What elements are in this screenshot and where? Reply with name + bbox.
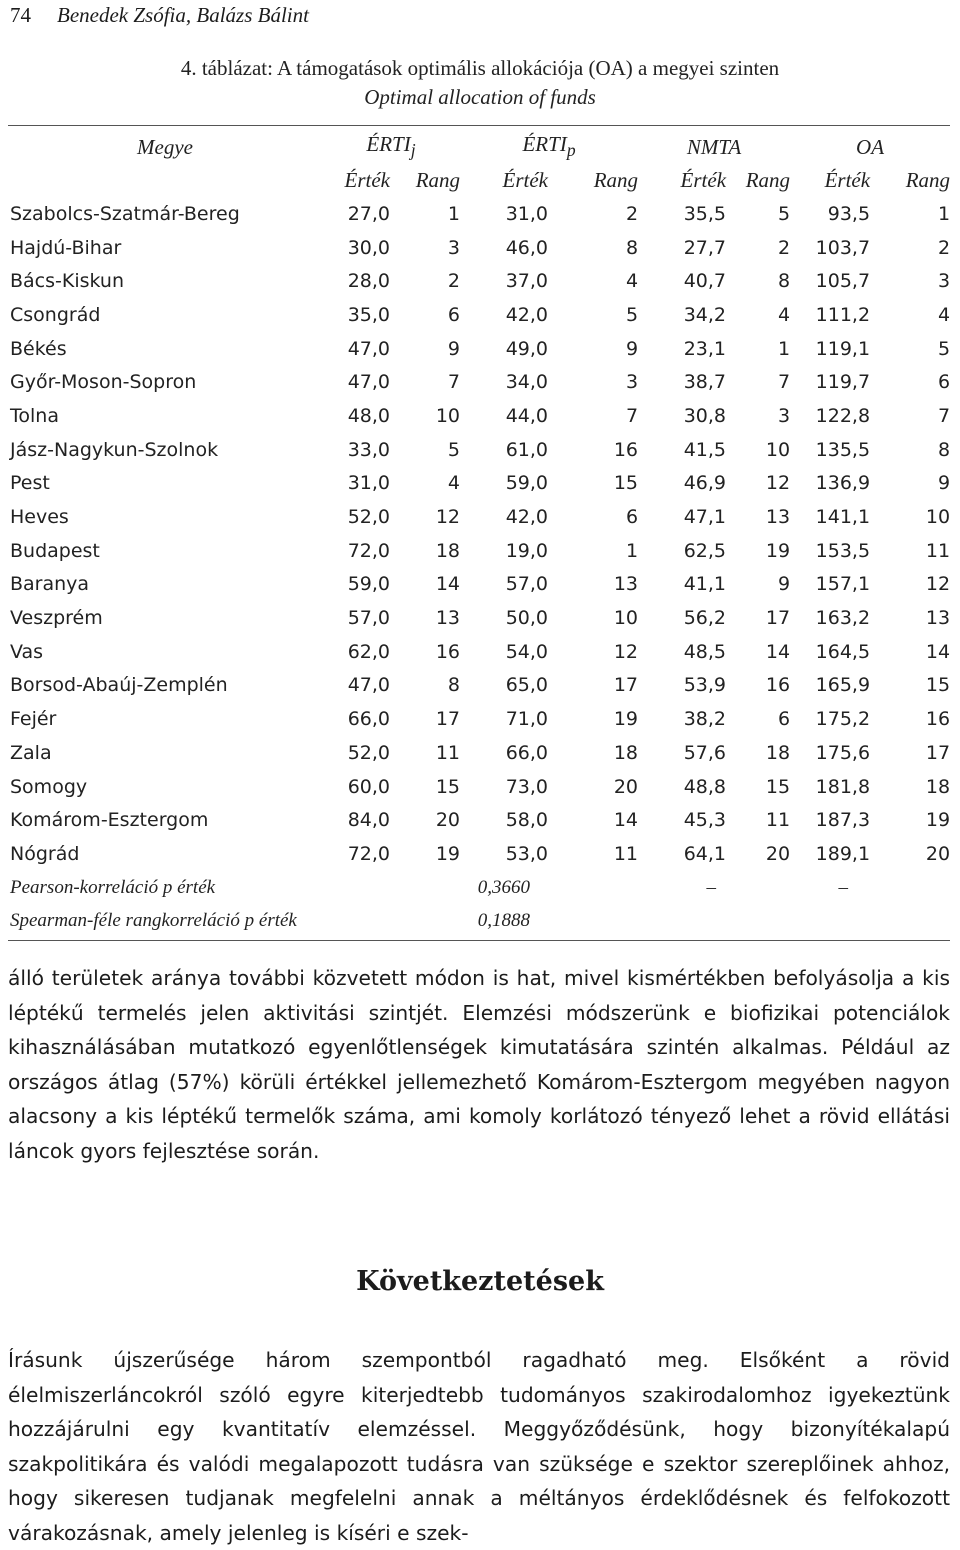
subheader-cell: Érték [344, 167, 390, 192]
value-cell: 4 [937, 303, 951, 326]
value-cell: 6 [777, 708, 791, 731]
body-paragraph: Írásunk újszerűsége három szempontból ragadható meg. Elsőként a rövid élelmiszerláncokról szóló egyre kiterjedtebb tudományos szakirodalomhoz igyekeztünk hozzájárulni egy kvantitatív elemzéssel. Meggyőződésünk, hogy bizonyítékalapú szakpolitikára és valódi megalapozott tudásra van szüksége e szektor szereplőinek ahhoz, hogy sikeresen tudjanak megfelelni annak a méltányos érdeklődésnek és felfokozott várakozásnak, amely jelenleg is kíséri e szek- [8, 1348, 950, 1545]
value-cell: 5 [625, 303, 639, 326]
value-cell: 41,5 [683, 438, 727, 461]
table-body [8, 197, 950, 871]
value-cell: 13 [435, 607, 461, 630]
value-cell: 48,5 [683, 640, 727, 663]
value-cell: 18 [435, 539, 461, 562]
value-cell: 20 [765, 842, 791, 865]
header-erti-p-label: ÉRTI [522, 132, 567, 157]
value-cell: 2 [937, 236, 951, 259]
value-cell: 181,8 [815, 775, 871, 798]
value-cell: 119,7 [815, 371, 871, 394]
value-cell: 157,1 [815, 573, 871, 596]
table-row [8, 231, 950, 265]
value-cell: 6 [447, 303, 461, 326]
county-name-cell: Vas [10, 640, 44, 663]
table-row [8, 399, 950, 433]
page-number: 74 [10, 3, 31, 27]
value-cell: 11 [765, 809, 791, 832]
county-name-cell: Baranya [10, 573, 90, 596]
value-cell: 135,5 [815, 438, 871, 461]
value-cell: 18 [925, 775, 951, 798]
value-cell: 62,0 [347, 640, 390, 663]
value-cell: 19 [435, 842, 461, 865]
value-cell: 41,1 [683, 573, 727, 596]
table-row [8, 803, 950, 837]
value-cell: 14 [925, 640, 951, 663]
value-cell: 1 [937, 202, 951, 225]
spearman-value: 0,1888 [477, 910, 531, 932]
value-cell: 38,7 [683, 371, 727, 394]
value-cell: 9 [447, 337, 461, 360]
value-cell: 84,0 [347, 809, 390, 832]
value-cell: 49,0 [505, 337, 549, 360]
value-cell: 23,1 [683, 337, 727, 360]
pearson-value: 0,3660 [477, 876, 531, 898]
value-cell: 8 [625, 236, 639, 259]
value-cell: 17 [765, 607, 791, 630]
value-cell: 3 [937, 270, 951, 293]
value-cell: 105,7 [815, 270, 871, 293]
spearman-row [8, 904, 950, 938]
value-cell: 10 [613, 607, 639, 630]
value-cell: 48,8 [683, 775, 727, 798]
value-cell: 30,0 [347, 236, 390, 259]
value-cell: 4 [447, 472, 461, 495]
value-cell: 9 [625, 337, 639, 360]
table-row [8, 332, 950, 366]
value-cell: 47,0 [347, 674, 390, 697]
value-cell: 13 [613, 573, 639, 596]
value-cell: 14 [613, 809, 639, 832]
value-cell: 54,0 [505, 640, 549, 663]
value-cell: 119,1 [815, 337, 871, 360]
value-cell: 11 [435, 741, 461, 764]
value-cell: 7 [447, 371, 461, 394]
value-cell: 37,0 [505, 270, 549, 293]
county-name-cell: Tolna [10, 404, 59, 427]
value-cell: 3 [447, 236, 461, 259]
table-row [8, 534, 950, 568]
table-caption-subtitle: Optimal allocation of funds [364, 85, 596, 109]
value-cell: 64,1 [683, 842, 727, 865]
value-cell: 44,0 [505, 404, 549, 427]
value-cell: 1 [447, 202, 461, 225]
value-cell: 10 [435, 404, 461, 427]
value-cell: 17 [435, 708, 461, 731]
value-cell: 9 [937, 472, 951, 495]
table-row [8, 770, 950, 804]
value-cell: 1 [777, 337, 791, 360]
value-cell: 187,3 [815, 809, 871, 832]
value-cell: 16 [925, 708, 951, 731]
value-cell: 5 [447, 438, 461, 461]
county-name-cell: Somogy [10, 775, 88, 798]
header-erti-p [460, 131, 638, 163]
value-cell: 2 [625, 202, 639, 225]
value-cell: 165,9 [815, 674, 871, 697]
value-cell: 34,2 [683, 303, 727, 326]
table-row [8, 736, 950, 770]
table-row [8, 365, 950, 399]
value-cell: 12 [613, 640, 639, 663]
value-cell: 17 [925, 741, 951, 764]
table-row [8, 433, 950, 467]
value-cell: 40,7 [683, 270, 727, 293]
county-name-cell: Heves [10, 506, 69, 529]
value-cell: 72,0 [347, 842, 390, 865]
value-cell: 136,9 [815, 472, 871, 495]
value-cell: 20 [925, 842, 951, 865]
county-name-cell: Győr-Moson-Sopron [10, 371, 197, 394]
value-cell: 7 [625, 404, 639, 427]
running-head-authors: Benedek Zsófia, Balázs Bálint [57, 3, 309, 27]
value-cell: 61,0 [505, 438, 549, 461]
value-cell: 20 [435, 809, 461, 832]
table-group-header-row [8, 131, 950, 163]
value-cell: 34,0 [505, 371, 549, 394]
value-cell: 15 [613, 472, 639, 495]
county-name-cell: Nógrád [10, 842, 80, 865]
value-cell: 6 [625, 506, 639, 529]
value-cell: 48,0 [347, 404, 390, 427]
value-cell: 57,0 [347, 607, 390, 630]
value-cell: 16 [613, 438, 639, 461]
value-cell: 31,0 [347, 472, 390, 495]
value-cell: 4 [625, 270, 639, 293]
value-cell: 15 [925, 674, 951, 697]
value-cell: 52,0 [347, 741, 390, 764]
value-cell: 47,1 [683, 506, 727, 529]
value-cell: 20 [613, 775, 639, 798]
subheader-cell: Rang [593, 167, 639, 192]
county-name-cell: Bács-Kiskun [10, 270, 125, 293]
value-cell: 8 [937, 438, 951, 461]
value-cell: 65,0 [505, 674, 549, 697]
value-cell: 15 [435, 775, 461, 798]
value-cell: 50,0 [505, 607, 549, 630]
header-blank [8, 163, 322, 197]
pearson-label: Pearson-korreláció p érték [10, 876, 216, 898]
value-cell: 13 [765, 506, 791, 529]
value-cell: 175,2 [815, 708, 871, 731]
value-cell: 3 [625, 371, 639, 394]
county-name-cell: Pest [10, 472, 50, 495]
county-name-cell: Csongrád [10, 303, 101, 326]
value-cell: 103,7 [815, 236, 871, 259]
value-cell: 12 [435, 506, 461, 529]
value-cell: 122,8 [815, 404, 871, 427]
value-cell: 13 [925, 607, 951, 630]
subheader-cell: Rang [415, 167, 461, 192]
county-name-cell: Budapest [10, 539, 100, 562]
table-row [8, 669, 950, 703]
value-cell: 62,5 [683, 539, 727, 562]
value-cell: 7 [777, 371, 791, 394]
value-cell: 72,0 [347, 539, 390, 562]
table-row [8, 197, 950, 231]
value-cell: 163,2 [815, 607, 871, 630]
value-cell: 28,0 [347, 270, 390, 293]
value-cell: 6 [937, 371, 951, 394]
value-cell: 9 [777, 573, 791, 596]
subheader-cell: Rang [745, 167, 791, 192]
value-cell: 47,0 [347, 337, 390, 360]
value-cell: 53,0 [505, 842, 549, 865]
value-cell: 57,0 [505, 573, 549, 596]
county-name-cell: Veszprém [10, 607, 103, 630]
subheader-cell: Rang [905, 167, 951, 192]
value-cell: 60,0 [347, 775, 390, 798]
value-cell: 56,2 [683, 607, 727, 630]
value-cell: 111,2 [815, 303, 871, 326]
value-cell: 7 [937, 404, 951, 427]
value-cell: 47,0 [347, 371, 390, 394]
value-cell: 17 [613, 674, 639, 697]
value-cell: 5 [777, 202, 791, 225]
running-head [10, 2, 309, 28]
value-cell: 42,0 [505, 303, 549, 326]
subheader-cell: Érték [824, 167, 871, 192]
value-cell: 59,0 [347, 573, 390, 596]
value-cell: 12 [765, 472, 791, 495]
value-cell: 12 [925, 573, 951, 596]
value-cell: 93,5 [827, 202, 871, 225]
value-cell: 2 [777, 236, 791, 259]
table-top-rule [8, 125, 950, 126]
pearson-row [8, 871, 950, 905]
county-name-cell: Hajdú-Bihar [10, 236, 122, 259]
value-cell: 33,0 [347, 438, 390, 461]
value-cell: 164,5 [815, 640, 871, 663]
county-name-cell: Fejér [10, 708, 57, 731]
header-oa: OA [856, 134, 885, 159]
value-cell: 19 [765, 539, 791, 562]
table-row [8, 601, 950, 635]
allocation-table [8, 131, 950, 938]
value-cell: 59,0 [505, 472, 549, 495]
value-cell: 19 [613, 708, 639, 731]
table-row [8, 467, 950, 501]
table-row [8, 264, 950, 298]
table-row [8, 568, 950, 602]
value-cell: 189,1 [815, 842, 871, 865]
value-cell: 15 [765, 775, 791, 798]
value-cell: 19 [925, 809, 951, 832]
value-cell: 45,3 [683, 809, 727, 832]
pearson-dash-nmta: – [706, 876, 717, 898]
county-name-cell: Békés [10, 337, 67, 360]
value-cell: 53,9 [683, 674, 727, 697]
subheader-cell: Érték [680, 167, 727, 192]
table-bottom-rule [8, 940, 950, 941]
value-cell: 5 [937, 337, 951, 360]
value-cell: 42,0 [505, 506, 549, 529]
county-name-cell: Komárom-Esztergom [10, 809, 209, 832]
value-cell: 73,0 [505, 775, 549, 798]
value-cell: 14 [765, 640, 791, 663]
value-cell: 27,7 [683, 236, 727, 259]
value-cell: 30,8 [683, 404, 727, 427]
table-caption-title: 4. táblázat: A támogatások optimális allokációja (OA) a megyei szinten [180, 56, 780, 80]
value-cell: 19,0 [505, 539, 549, 562]
value-cell: 38,2 [683, 708, 727, 731]
value-cell: 31,0 [505, 202, 549, 225]
value-cell: 35,0 [347, 303, 390, 326]
value-cell: 2 [447, 270, 461, 293]
value-cell: 66,0 [505, 741, 549, 764]
header-erti-j [322, 131, 460, 163]
table-row [8, 702, 950, 736]
value-cell: 14 [435, 573, 461, 596]
value-cell: 57,6 [683, 741, 727, 764]
value-cell: 4 [777, 303, 791, 326]
value-cell: 16 [765, 674, 791, 697]
header-megye: Megye [137, 134, 193, 159]
county-name-cell: Szabolcs-Szatmár-Bereg [10, 202, 240, 225]
section-heading: Következtetések [356, 1266, 604, 1297]
header-nmta: NMTA [686, 134, 742, 159]
value-cell: 27,0 [347, 202, 390, 225]
header-erti-p-subscript: p [566, 140, 576, 161]
table-row [8, 298, 950, 332]
table-row [8, 500, 950, 534]
table-row [8, 837, 950, 871]
value-cell: 8 [777, 270, 791, 293]
value-cell: 46,9 [683, 472, 727, 495]
value-cell: 10 [925, 506, 951, 529]
subheader-cell: Érték [502, 167, 549, 192]
value-cell: 8 [447, 674, 461, 697]
value-cell: 35,5 [683, 202, 727, 225]
value-cell: 10 [765, 438, 791, 461]
header-erti-j-label: ÉRTI [366, 132, 411, 157]
table-sub-header-row [8, 163, 950, 197]
value-cell: 11 [925, 539, 951, 562]
spearman-label: Spearman-féle rangkorreláció p érték [10, 910, 297, 932]
value-cell: 66,0 [347, 708, 390, 731]
pearson-dash-oa: – [838, 876, 849, 898]
header-erti-j-subscript: j [410, 140, 416, 161]
value-cell: 141,1 [815, 506, 871, 529]
body-paragraph: álló területek aránya további közvetett módon is hat, mivel kismértékben befolyásolja a kis léptékű termelés jelen aktivitási szintjét. Elemzési módszerünk e biofizikai potenciálok kihasználásában mutatkozó egyenlőtlenségek kimutatására szintén alkalmas. Például az országos átlag (57%) körüli értékkel jellemezhető Komárom-Esztergom megyében nagyon alacsony a kis léptékű termelők száma, ami komoly korlátozó tényező lehet a rövid ellátási láncok gyors fejlesztése során. [8, 966, 950, 1163]
value-cell: 71,0 [505, 708, 549, 731]
value-cell: 153,5 [815, 539, 871, 562]
value-cell: 11 [613, 842, 639, 865]
value-cell: 175,6 [815, 741, 871, 764]
value-cell: 18 [613, 741, 639, 764]
value-cell: 18 [765, 741, 791, 764]
county-name-cell: Jász-Nagykun-Szolnok [10, 438, 219, 461]
value-cell: 1 [625, 539, 639, 562]
value-cell: 52,0 [347, 506, 390, 529]
value-cell: 3 [777, 404, 791, 427]
county-name-cell: Zala [10, 741, 52, 764]
value-cell: 16 [435, 640, 461, 663]
value-cell: 46,0 [505, 236, 549, 259]
table-row [8, 635, 950, 669]
value-cell: 58,0 [505, 809, 549, 832]
county-name-cell: Borsod-Abaúj-Zemplén [10, 674, 228, 697]
